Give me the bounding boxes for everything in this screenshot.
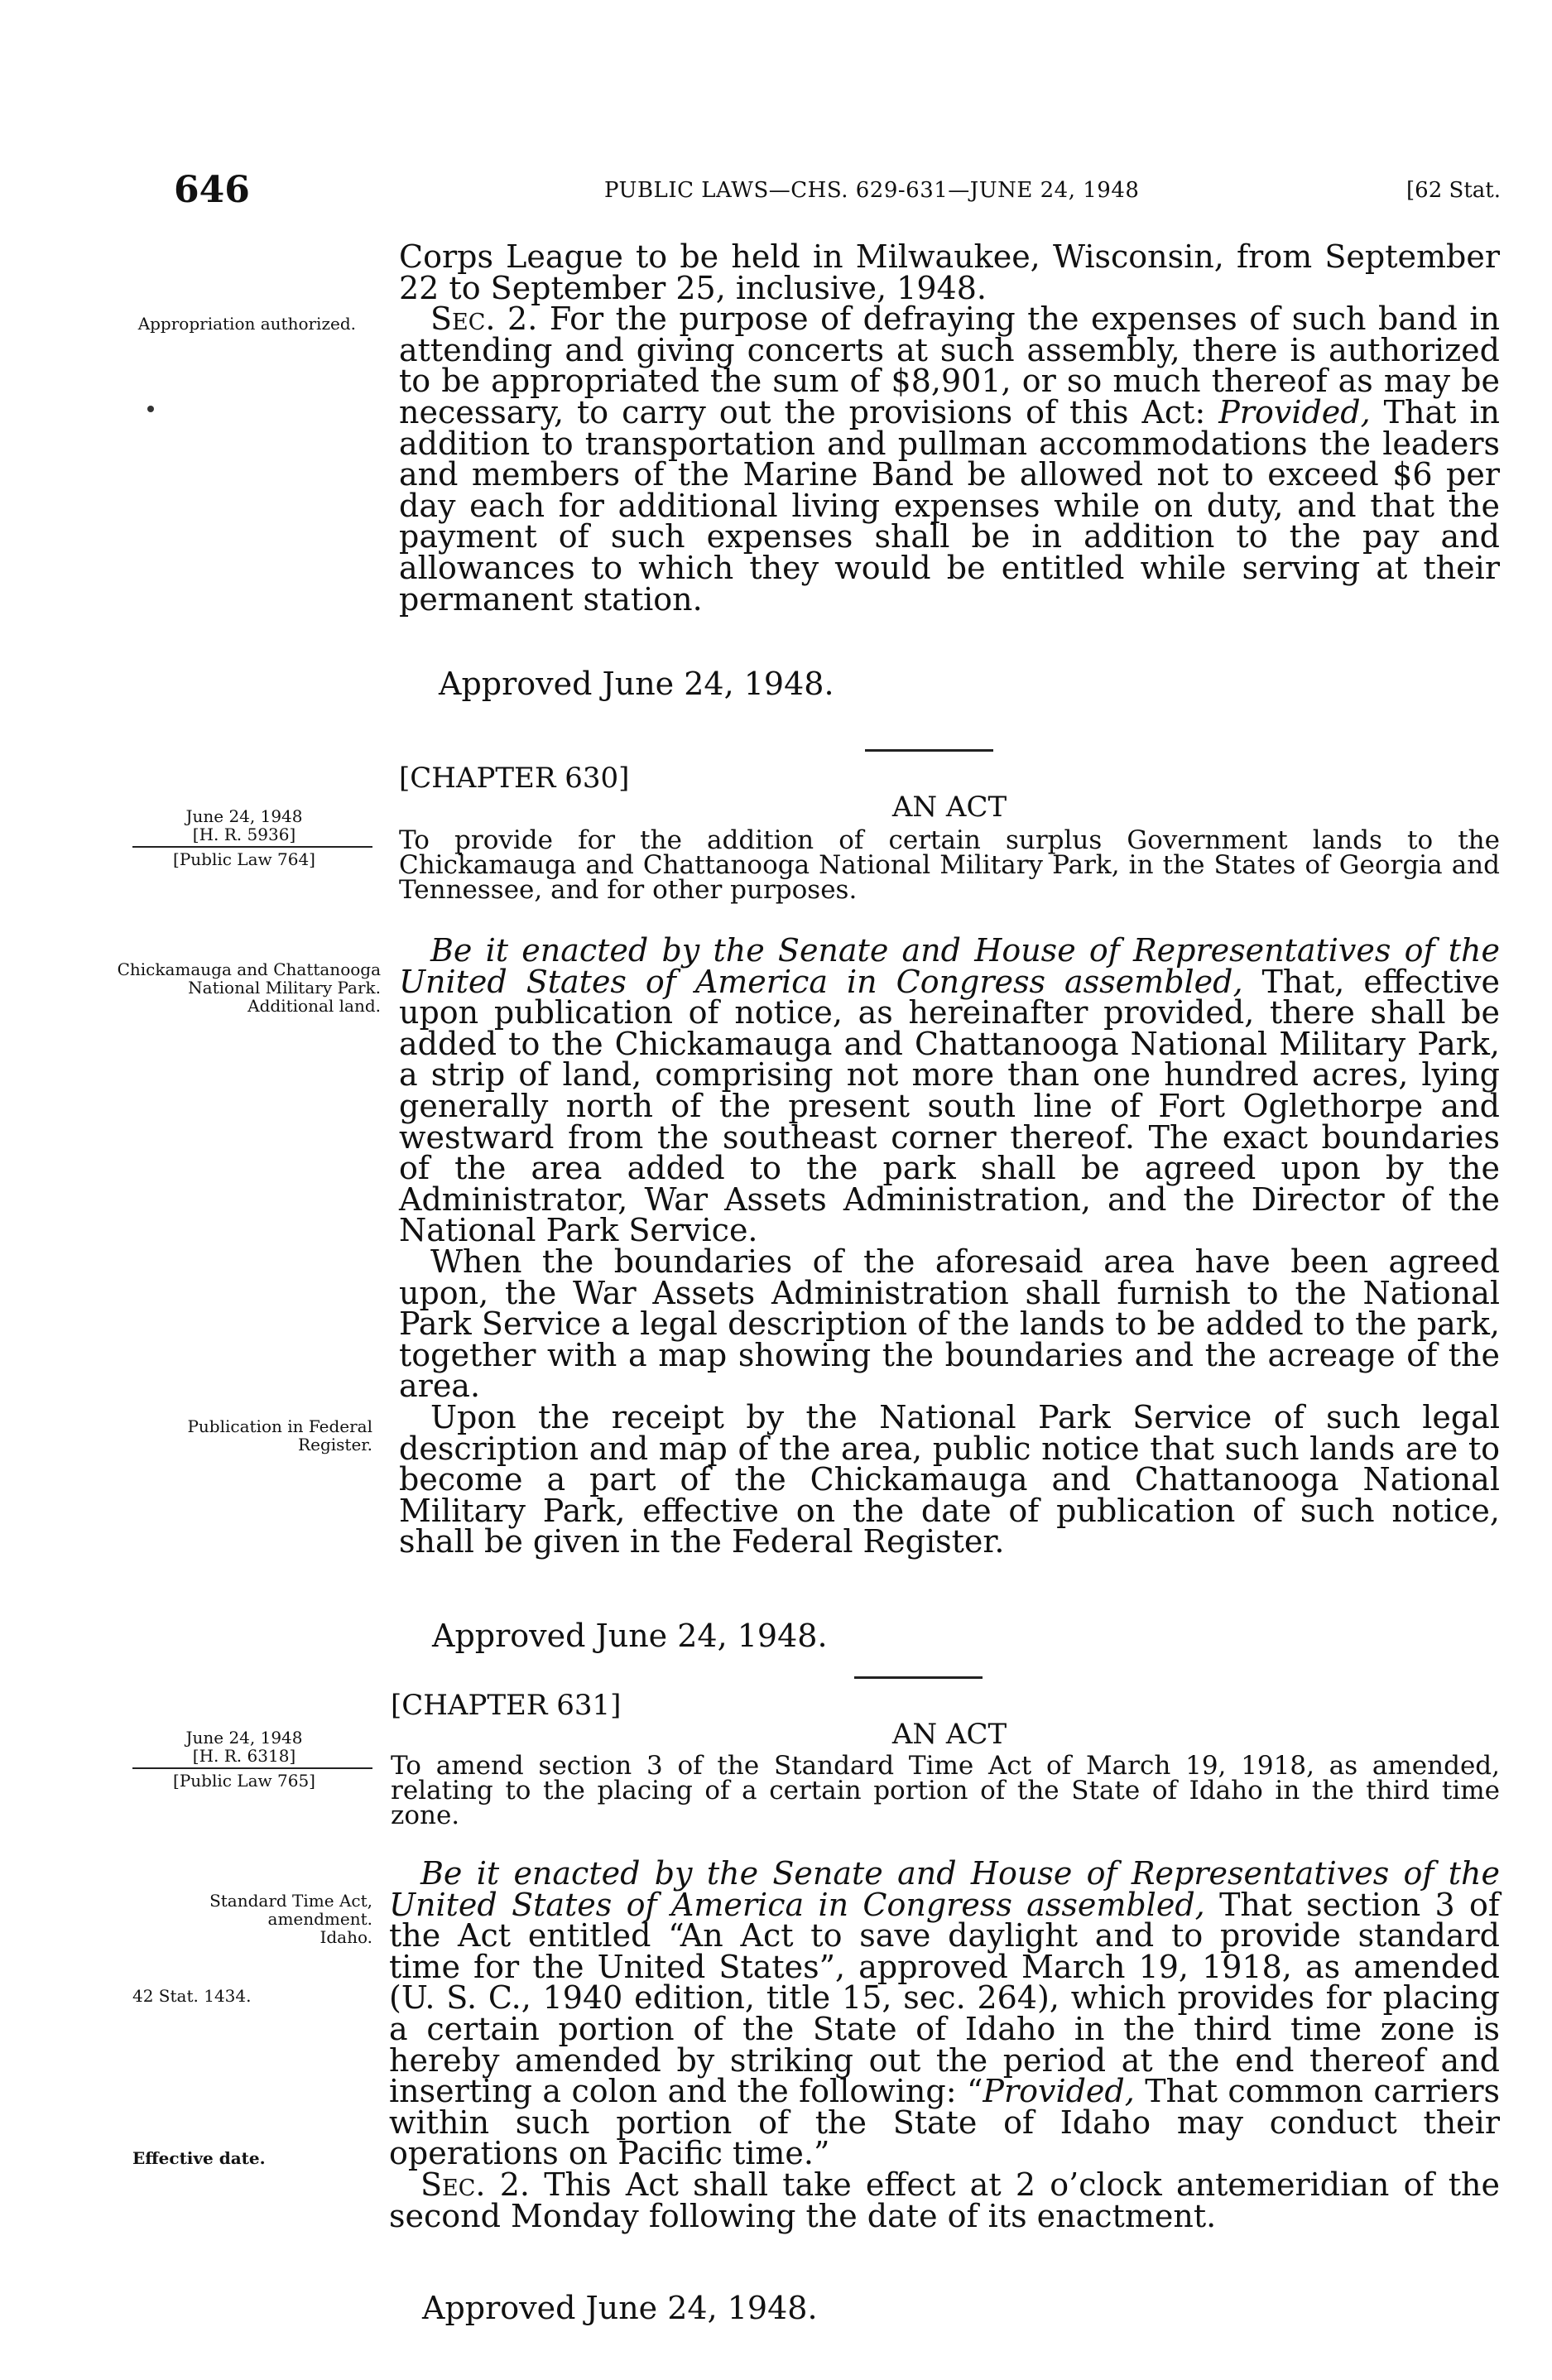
chapter-629-text (399, 238, 1501, 618)
section-text: This Act shall take effect at 2 o’clock antemeridian of the second Monday following the date of its enactment. (389, 2166, 1500, 2234)
margin-note-park (116, 960, 381, 1015)
margin-note-631-bill (116, 1729, 372, 1790)
chapter-630-label: [CHAPTER 630] (399, 762, 630, 795)
section-label: Sec. 2. (420, 2166, 530, 2203)
page-number: 646 (174, 169, 250, 211)
opening-paragraph: Corps League to be held in Milwaukee, Wisconsin, from September 22 to September 25, inclusive, 1948. (399, 238, 1500, 306)
margin-amendment: Standard Time Act, amendment. (209, 1891, 372, 1929)
margin-park-name: Chickamauga and Chattanooga National Military Park. (117, 959, 381, 998)
margin-rule (132, 1767, 372, 1769)
margin-date: June 24, 1948 (185, 806, 303, 826)
chapter-631-label: [CHAPTER 631] (391, 1689, 622, 1722)
margin-note-standard-time (116, 1892, 372, 1946)
paragraph-text-continued: That common carriers within such portion of the State of Idaho may conduct their operations on Pacific time.” (389, 2073, 1500, 2172)
chapter-630-an-act: AN ACT (891, 791, 1007, 824)
section-2-paragraph (399, 301, 1501, 618)
chapter-631-purpose (391, 1753, 1500, 1828)
proviso: Provided, (983, 2073, 1135, 2110)
chapter-631-an-act: AN ACT (891, 1718, 1007, 1751)
margin-law: [Public Law 764] (173, 849, 315, 869)
margin-note-630-bill (116, 807, 372, 868)
proviso: Provided, (1218, 393, 1371, 430)
margin-note-publication: Publication in Federal Register. (187, 1416, 372, 1454)
enacting-clause: Be it enacted by the Senate and House of Representatives of the United States of America in Congress assembled, (399, 932, 1500, 1000)
margin-bill: [H. R. 6318] (192, 1746, 296, 1766)
chapter-630-purpose (399, 825, 1500, 905)
approved-631: Approved June 24, 1948. (422, 2290, 818, 2326)
paragraph-text: That section 3 of the Act entitled “An Act to save daylight and to provide standard time for the United States”, approved March 19, 1918, as amended (U. S. C., 1940 edition, title 15, sec. 264), which provides for placing a certain portion of the State of Idaho in the third time zone is hereby amended by striking out the period at the end thereof and inserting a colon and the following: “ (389, 1886, 1500, 2110)
margin-date: June 24, 1948 (185, 1728, 303, 1748)
purpose-text: To amend section 3 of the Standard Time Act of March 19, 1918, as amended, relating to the placing of a certain portion of the State of Idaho in the third time zone. (391, 1751, 1500, 1830)
volume-reference: [62 Stat. (1406, 178, 1501, 203)
section-label: Sec. 2. (430, 301, 538, 338)
enacting-paragraph (399, 932, 1500, 1249)
running-head: PUBLIC LAWS—CHS. 629-631—JUNE 24, 1948 (604, 178, 1140, 203)
margin-note-statute: 42 Stat. 1434. (132, 1986, 252, 2006)
section-text-continued: That in addition to transportation and pullman accommodations the leaders and members of the Marine Band be allowed not to exceed $6 per day each for additional living expenses while on duty, and that the payment of such expenses shall be in addition to the pay and allowances to which they would be entitled while serving at their permanent station. (399, 393, 1501, 618)
enacting-clause: Be it enacted by the Senate and House of Representatives of the United States of America in Congress assembled, (389, 1855, 1500, 1923)
margin-bill: [H. R. 5936] (192, 825, 296, 844)
margin-idaho: Idaho. (320, 1927, 372, 1947)
section-text: For the purpose of defraying the expenses of such band in attending and giving concerts at such assembly, there is authorized to be appropriated the sum of $8,901, or so much thereof as may be necessary, to carry out the provisions of this Act: (399, 301, 1500, 430)
paragraph-2: When the boundaries of the aforesaid area have been agreed upon, the War Assets Administration shall furnish to the National Park Service a legal description of the lands to be added to the park, together with a map showing the boundaries and the acreage of the area. (399, 1243, 1500, 1405)
margin-rule (132, 846, 372, 848)
stray-mark (147, 406, 154, 412)
section-2-paragraph (389, 2166, 1500, 2234)
approved-629: Approved June 24, 1948. (439, 666, 834, 702)
approved-630: Approved June 24, 1948. (432, 1618, 828, 1654)
purpose-text: To provide for the addition of certain surplus Government lands to the Chickamauga and Chattanooga National Military Park, in the States of Georgia and Tennessee, and for other purposes. (399, 825, 1500, 905)
margin-note-effective-date: Effective date. (132, 2148, 266, 2168)
paragraph-3: Upon the receipt by the National Park Service of such legal description and map of the area, public notice that such lands are to become a part of the Chickamauga and Chattanooga National Military Park, effective on the date of publication of such notice, shall be given in the Federal Register. (399, 1398, 1500, 1560)
chapter-separator-rule (854, 1676, 983, 1679)
margin-note-appropriation: Appropriation authorized. (137, 314, 356, 334)
paragraph-text: That, effective upon publication of notice, as hereinafter provided, there shall be added to the Chickamauga and Chattanooga National Military Park, a strip of land, comprising not more than one hundred acres, lying generally north of the present south line of Fort Oglethorpe and westward from the southeast corner thereof. The exact boundaries of the area added to the park shall be agreed upon by the Administrator, War Assets Administration, and the Director of the National Park Service. (399, 963, 1500, 1249)
chapter-631-text (389, 1855, 1500, 2234)
enacting-paragraph (389, 1855, 1500, 2172)
margin-law: [Public Law 765] (173, 1771, 315, 1791)
chapter-630-text (399, 932, 1500, 1560)
chapter-separator-rule (865, 749, 993, 752)
margin-park-additional: Additional land. (247, 996, 381, 1016)
